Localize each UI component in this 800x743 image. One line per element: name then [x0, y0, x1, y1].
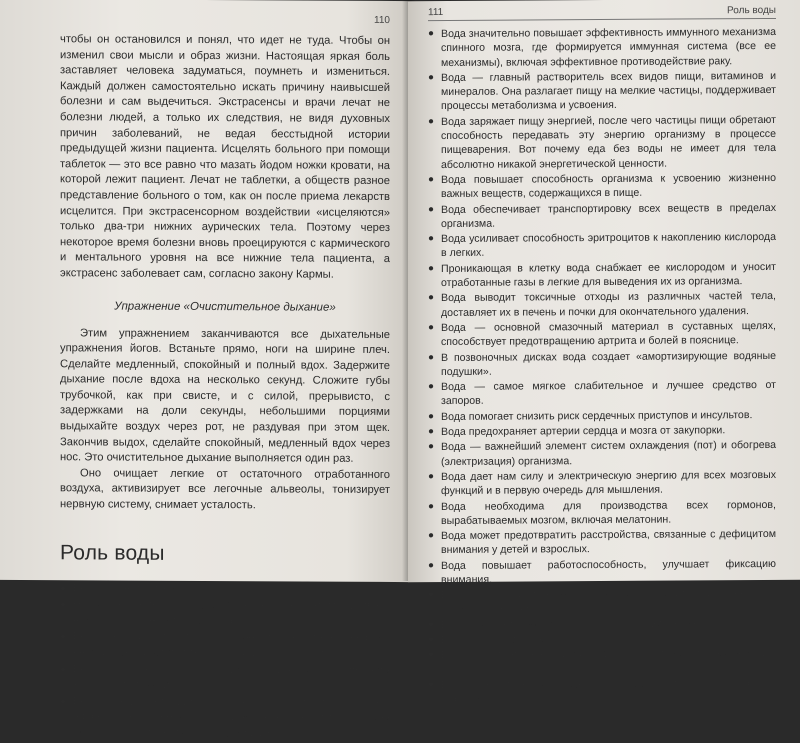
list-item: ● Вода — важнейший элемент систем охлаждения (пот) и обогрева (электризация) организма. — [428, 439, 776, 468]
right-running-head — [428, 5, 776, 21]
list-item: ● Вода — основной смазочный материал в суставных щелях, способствует предотвращению артрита и болей в пояснице. — [428, 319, 776, 349]
bullet-icon: ● — [60, 663, 67, 675]
list-item: ● Вода — самый лучший тонизирующий напиток, и у нее нет побочных эффектов. — [428, 587, 776, 616]
bullet-icon: ● — [428, 233, 435, 245]
bullet-icon: ● — [428, 679, 435, 691]
bullet-icon: ● — [60, 696, 67, 708]
left-running-head — [360, 15, 390, 28]
bullet-icon: ● — [428, 500, 435, 512]
list-item: ● Вода усиливает способность эритроцитов к накоплению кислорода в легких. — [428, 231, 776, 260]
list-item: ● Вода — самое мягкое слабительное и лучшее средство от запоров. — [428, 379, 776, 408]
bullet-icon: ● — [428, 618, 435, 630]
list-item: ● Проникающая в клетку вода снабжает ее кислородом и уносит отработанные газы в легкие для выведения их из организма. — [428, 260, 776, 290]
bullet-icon: ● — [428, 589, 435, 601]
bullet-icon: ● — [428, 115, 435, 127]
list-item: ● Вода повышает работоспособность, улучшает фиксацию внимания. — [428, 557, 776, 586]
right-page — [408, 0, 800, 706]
list-item: ● Вода помогает снимать стресс, тревогу и депрессию. — [428, 617, 705, 631]
bullet-icon: ● — [428, 292, 435, 304]
list-item: ● В позвоночных дисках вода создает «амортизирующие водяные подушки». — [428, 349, 776, 378]
left-bullet-list — [60, 581, 390, 743]
bullet-icon: ● — [428, 559, 435, 571]
list-item: ● Вода восстанавливает сон. — [428, 633, 576, 647]
bullet-icon: ● — [428, 381, 435, 393]
bullet-icon: ● — [428, 321, 435, 334]
bullet-icon: ● — [428, 634, 435, 646]
list-item: ● Вода — связующий материал архитектурного проекта клеточной структуры. — [60, 662, 390, 692]
section-heading: Роль воды — [60, 540, 165, 565]
list-item: ● Вода предохраняет артерии сердца и мозга от закупорки. — [428, 424, 726, 439]
bullet-icon: ● — [60, 599, 67, 611]
bullet-icon: ● — [428, 203, 435, 215]
bullet-icon: ● — [428, 174, 435, 186]
bullet-icon: ● — [428, 649, 435, 661]
bullet-icon: ● — [428, 351, 435, 363]
exercise-paragraph: Этим упражнением заканчиваются все дыхательные упражнения йогов. Встаньте прямо, ноги на ширине плеч. Сделайте медленный, спокойный и полный вдох. Задержите дыхание после вдоха на несколько секунд. Сложите губы трубочкой, как при свисте, и с силой, прерывисто, с задержками на доли секунды, небольшими порциями выдыхайте воздух через рот, не раздувая при этом щек. Закончив выдох, сделайте спокойный, медленный вдох через нос. Это очистительное дыхание выполняется один раз. — [60, 326, 390, 466]
list-item: ● Вода генерирует электрическую и магнитную энергию внутри каждой клетки тела — она дает силу жить. — [60, 630, 390, 660]
list-item: ● Вода помогает снять усталость — она придает нам энергию молодости. — [428, 647, 776, 676]
right-page-number: 111 — [428, 6, 444, 19]
list-item: ● Нехватка воды сначала угнетает, а затем убивает некоторые функции организма. — [60, 598, 390, 627]
list-item: ● Вода делает кожу гладкой, позволяя уменьшить эффекты старения. — [428, 677, 776, 706]
bullet-icon: ● — [428, 71, 435, 83]
list-item: ● Вода значительно повышает эффективность иммунного механизма спинного мозга, где формируется иммунная система (все ее механизмы), включая эффективное противодействие раку. — [428, 25, 776, 69]
list-item: ● Вода повышает способность организма к усвоению жизненно важных веществ, содержащихся в пище. — [428, 171, 776, 201]
bullet-icon: ● — [428, 426, 435, 438]
list-item: ● Вода дает нам силу и электрическую энергию для всех мозговых функций и в первую очередь для мышления. — [428, 468, 776, 498]
list-item: ● Вода помогает снизить риск сердечных приступов и инсультов. — [428, 408, 753, 423]
list-item: ● Вода может предотвратить расстройства, связанные с дефицитом внимания у детей и взрослых. — [428, 528, 776, 557]
exercise-paragraph: Оно очищает легкие от остаточного отработанного воздуха, активизирует все легочные альвеолы, тонизирует нервную систему, снимает усталость. — [60, 467, 390, 512]
intro-paragraph: чтобы он остановился и понял, что идет не туда. Чтобы он изменил свои мысли и образ жизни. Настоящая яркая боль заставляет человека задуматься, поумнеть и измениться. Каждый должен самостоятельно искать причину наивысшей болезни и сам выдечиться. Экстрасенсы и врачи лечат не болезни людей, а только их следствия, не видя духовных причин заболеваний, не ведая бесстыдной истории предыдущей жизни пациента. Исцелять больного при помощи таблеток — это все равно что мазать йодом ножки кровати, на которой лежит пациент. Лечат не таблетки, а обществ разное представление больного о том, как он после приема лекарств исцелится. При экстрасенсорном воздействии «исцеляются» только два-три нижних аурических тела. Поэтому через некоторое время болезни вновь проецируются с кармического и ментального уровня на все нижние тела пациента, а экстрасенс заболевает сам, согласно закону Кармы. — [60, 33, 390, 281]
bullet-icon: ● — [428, 410, 435, 422]
list-item: ● Вода выводит токсичные отходы из различных частей тела, доставляет их в печень и почки для окончательного удаления. — [428, 290, 776, 319]
list-item: ● Вода — главный растворитель всех видов пищи, витаминов и минералов. Она разлагает пищу на мелкие частицы, поддерживает процессы метаболизма и усвоения. — [428, 69, 776, 113]
running-title: Роль воды — [727, 4, 776, 17]
bullet-icon: ● — [60, 631, 67, 643]
bullet-icon: ● — [60, 582, 67, 594]
list-item: ● Вода заряжает пищу энергией, после чего частицы пищи обретают способность передавать эту энергию организму в процессе пищеварения. Вот почему еда без воды не имеет для тела абсолютно никакой энергетической ценности. — [428, 113, 776, 171]
right-bullet-list — [428, 25, 776, 707]
bullet-icon: ● — [428, 470, 435, 482]
exercise-title: Упражнение «Очистительное дыхание» — [114, 300, 336, 314]
bullet-icon: ● — [428, 441, 435, 453]
bullet-icon: ● — [428, 262, 435, 274]
left-page-number: 110 — [374, 14, 390, 26]
list-item: ● Вода защищает ДНК от повреждений и повышает эффективность ее восстановительных механизмов — она уменьшает количество аномалий в ДНК. — [60, 695, 390, 740]
list-item: ● Вода обеспечивает транспортировку всех веществ в пределах организма. — [428, 201, 776, 230]
list-item: ● Вода необходима для производства всех гормонов, вырабатываемых мозгом, включая мелатонин. — [428, 498, 776, 527]
bullet-icon: ● — [428, 28, 435, 40]
list-item: ● Без воды нет жизни. — [60, 581, 390, 598]
bullet-icon: ● — [428, 530, 435, 542]
